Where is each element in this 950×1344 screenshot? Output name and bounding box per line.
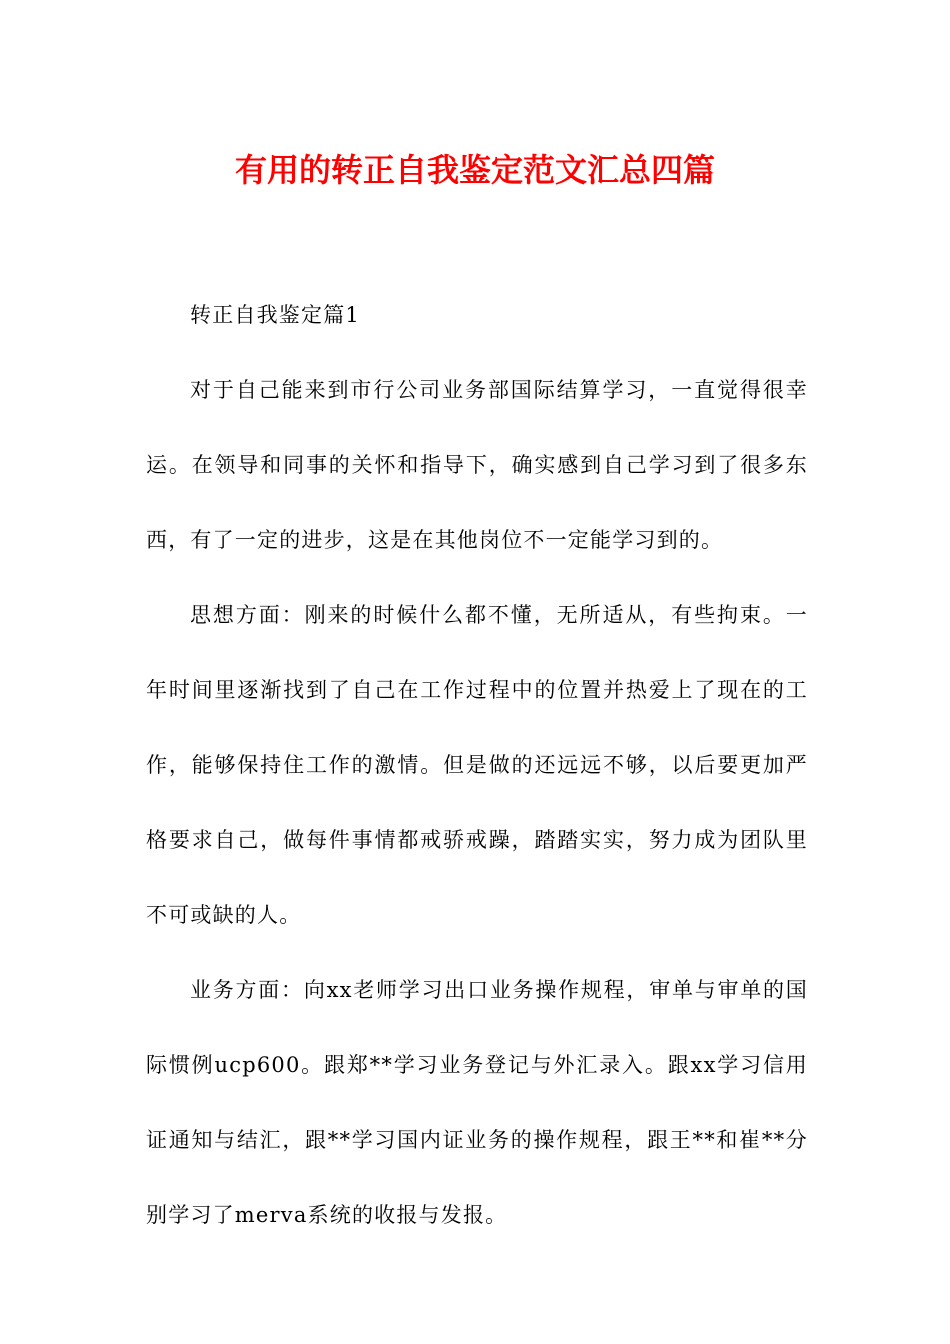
paragraph-intro: 对于自己能来到市行公司业务部国际结算学习，一直觉得很幸运。在领导和同事的关怀和指导下，确实感到自己学习到了很多东西，有了一定的进步，这是在其他岗位不一定能学习到的。 [146, 378, 808, 552]
paragraph-thinking: 思想方面：刚来的时候什么都不懂，无所适从，有些拘束。一年时间里逐渐找到了自己在工作过程中的位置并热爱上了现在的工作，能够保持住工作的激情。但是做的还远远不够，以后要更加严格要求自己，做每件事情都戒骄戒躁，踏踏实实，努力成为团队里不可或缺的人。 [146, 603, 808, 927]
paragraph-business: 业务方面：向xx老师学习出口业务操作规程，审单与审单的国际惯例ucp600。跟郑**学习业务登记与外汇录入。跟xx学习信用证通知与结汇，跟**学习国内证业务的操作规程，跟王**和崔**分别学习了merva系统的收报与发报。 [146, 978, 808, 1227]
section-heading: 转正自我鉴定篇1 [190, 303, 360, 327]
document-title: 有用的转正自我鉴定范文汇总四篇 [234, 151, 715, 189]
document-body [146, 278, 808, 1253]
